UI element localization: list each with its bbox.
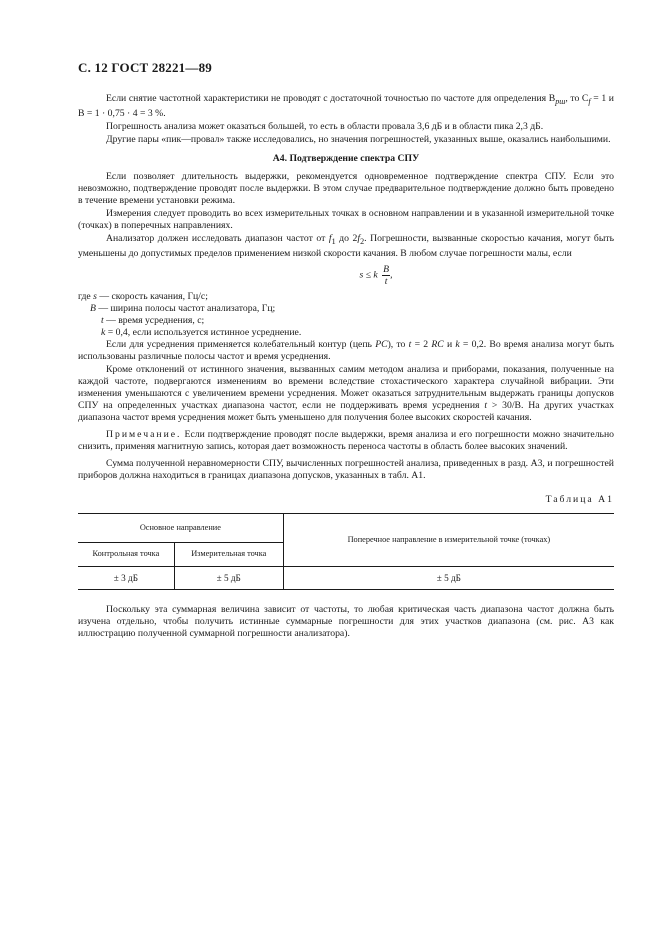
paragraph-deviations: Кроме отклонений от истинного значения, вызванных самим методом анализа и приборами, показания, полученные на каждой частоте, подвергаются изменениям во времени вследствие стохастического характера случайной вибрации. Эти изменения уменьшаются с увеличением времени усреднения. Может оказаться затруднительным выдержать границы допусков СПУ на определенных участках диапазона частот, если не поддерживать время усреднения t > 30/B. На других участках диапазона частот время усреднения может быть уменьшено для получения более высоких скоростей качания. bbox=[78, 363, 614, 423]
paragraph-circuit: Если для усреднения применяется колебательный контур (цепь PC), то t = 2 RC и k = 0,2. Во время анализа могут быть использованы различные полосы частот и время усреднения. bbox=[78, 338, 615, 362]
paragraph-ccf: Если снятие частотной характеристики не проводят с достаточной точностью по частоте для определения $B_{рш}$, то $C_f = 1$ и B = 1 · 0,75 · 4 = 3 %. bbox=[78, 93, 614, 119]
sweep-formula: s ≤ k $\frac{B}{t}$ , bbox=[359, 263, 393, 287]
document-body bbox=[78, 93, 614, 641]
page-header: С. 12 ГОСТ 28221—89 bbox=[78, 60, 212, 75]
paragraph-pairs: Другие пары «пик—провал» также исследовались, но значения погрешностей, указанных выше, оказались наибольшими. bbox=[106, 133, 611, 145]
paragraph-final: Поскольку эта суммарная величина зависит от частоты, то любая критическая часть диапазона частот должна быть изучена отдельно, чтобы получить истинные суммарные погрешности для этих участков диапазона (см. рис. А3 как иллюстрацию полученной суммарной погрешности анализатора). bbox=[78, 603, 614, 639]
cell-control-value: ± 3 дБ bbox=[78, 566, 174, 589]
definition-k: k = 0,4, если используется истинное усреднение. bbox=[101, 326, 302, 338]
cell-cross-value: ± 5 дБ bbox=[283, 566, 614, 589]
header-main-direction: Основное направление bbox=[78, 513, 283, 542]
header-measure-point: Измерительная точка bbox=[174, 542, 283, 566]
cell-measure-value: ± 5 дБ bbox=[174, 566, 283, 589]
header-cross-direction: Поперечное направление в измерительной точке (точках) bbox=[283, 513, 614, 566]
section-heading: А4. Подтверждение спектра СПУ bbox=[272, 152, 420, 164]
definition-s: где s — скорость качания, Гц/с; bbox=[78, 290, 208, 302]
tolerance-table bbox=[78, 513, 614, 590]
definition-b: B — ширина полосы частот анализатора, Гц; bbox=[90, 302, 276, 314]
table-caption: Таблица А1 bbox=[545, 493, 614, 505]
paragraph-confirmation: Если позволяет длительность выдержки, рекомендуется одновременное подтверждение спектра СПУ. Если это невозможно, подтверждение проводят после выдержки. В этом случае предварительное подтверждение должно быть проведено в течение времени установки режима. bbox=[78, 170, 614, 206]
paragraph-analyzer: Анализатор должен исследовать диапазон частот от $f_1$ до $2f_2$. Погрешности, вызванные скоростью качания, могут быть уменьшены до допустимых пределов применением низкой скорости качания. В любом случае погрешности малы, если bbox=[78, 232, 614, 259]
paragraph-error: Погрешность анализа может оказаться большей, то есть в области провала 3,6 дБ и в области пика 2,3 дБ. bbox=[106, 120, 544, 132]
note-paragraph: Примечание. Если подтверждение проводят после выдержки, время анализа и его погрешности можно значительно снизить, применяя магнитную запись, которая дает возможность переноса частоты в область более высоких значений. bbox=[78, 428, 614, 452]
paragraph-sum: Сумма полученной неравномерности СПУ, вычисленных погрешностей анализа, приведенных в разд. А3, и погрешностей приборов должна находиться в границах диапазона допусков, указанных в табл. А1. bbox=[78, 457, 614, 481]
definition-t: t — время усреднения, с; bbox=[101, 314, 205, 326]
header-control-point: Контрольная точка bbox=[78, 542, 174, 566]
paragraph-measurements: Измерения следует проводить во всех измерительных точках в основном направлении и в указанной измерительной точке (точках) в поперечных направлениях. bbox=[78, 207, 614, 231]
